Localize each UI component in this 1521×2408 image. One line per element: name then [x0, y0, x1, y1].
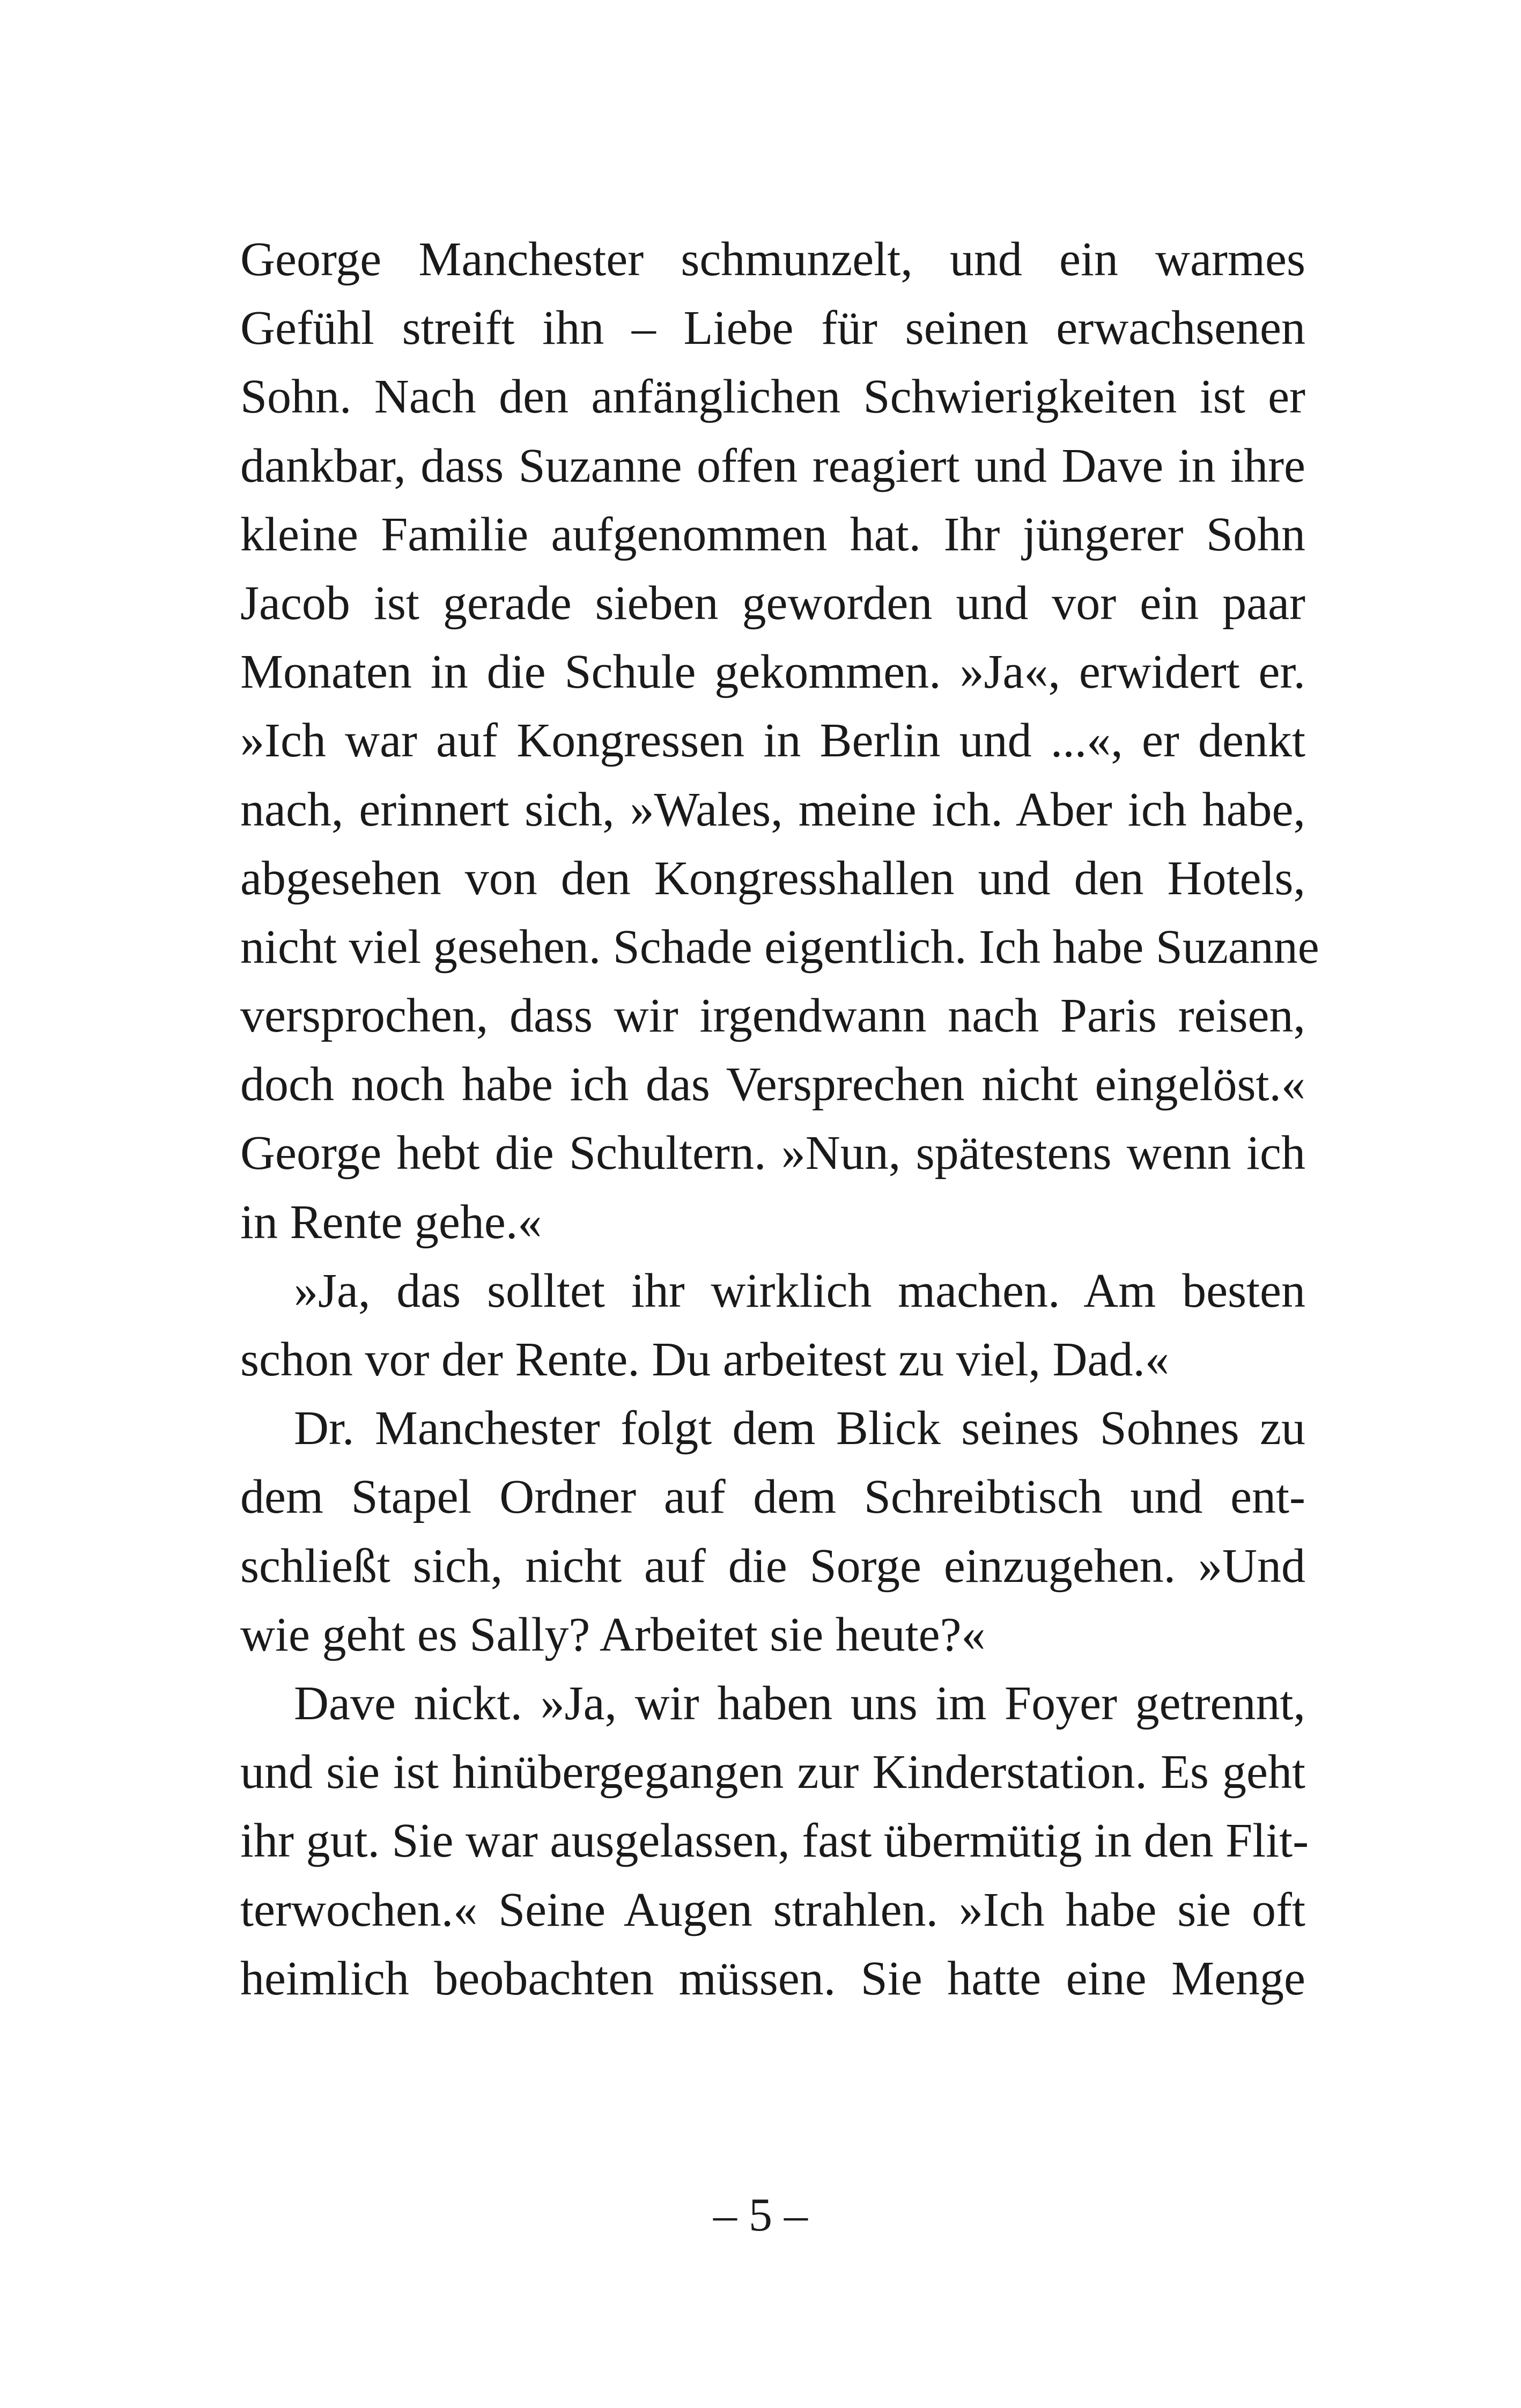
- text-line: ihr gut. Sie war ausgelassen, fast übermütig in den Flit-: [240, 1814, 1309, 1868]
- body-text: [240, 225, 1319, 2013]
- text-line: wie geht es Sally? Arbeitet sie heute?«: [240, 1608, 986, 1661]
- text-line: schon vor der Rente. Du arbeitest zu viel, Dad.«: [240, 1333, 1169, 1386]
- text-line: nach, erinnert sich, »Wales, meine ich. Aber ich habe,: [240, 783, 1305, 836]
- text-line: »Ich war auf Kongressen in Berlin und ...«, er denkt: [240, 714, 1305, 768]
- text-line: Dave nickt. »Ja, wir haben uns im Foyer getrennt,: [294, 1676, 1305, 1730]
- text-line: in Rente gehe.«: [240, 1195, 542, 1249]
- page-number: – 5 –: [713, 2189, 808, 2241]
- text-line: Sohn. Nach den anfänglichen Schwierigkeiten ist er: [240, 370, 1305, 424]
- text-line: dankbar, dass Suzanne offen reagiert und Dave in ihre: [240, 439, 1305, 492]
- text-line: »Ja, das solltet ihr wirklich machen. Am besten: [294, 1264, 1305, 1317]
- text-line: George hebt die Schultern. »Nun, spätestens wenn ich: [240, 1126, 1305, 1180]
- text-line: Jacob ist gerade sieben geworden und vor ein paar: [240, 576, 1305, 630]
- text-line: Gefühl streift ihn – Liebe für seinen erwachsenen: [240, 301, 1305, 355]
- text-line: Monaten in die Schule gekommen. »Ja«, erwidert er.: [240, 645, 1305, 699]
- text-line: dem Stapel Ordner auf dem Schreibtisch und ent-: [240, 1470, 1305, 1524]
- text-line: nicht viel gesehen. Schade eigentlich. Ich habe Suzanne: [240, 920, 1319, 974]
- text-line: und sie ist hinübergegangen zur Kinderstation. Es geht: [240, 1746, 1305, 1799]
- text-line: terwochen.« Seine Augen strahlen. »Ich habe sie oft: [240, 1883, 1305, 1936]
- text-line: George Manchester schmunzelt, und ein warmes: [240, 233, 1305, 286]
- text-line: abgesehen von den Kongresshallen und den Hotels,: [240, 851, 1305, 905]
- text-line: heimlich beobachten müssen. Sie hatte eine Menge: [240, 1952, 1305, 2005]
- text-line: schließt sich, nicht auf die Sorge einzugehen. »Und: [240, 1539, 1305, 1593]
- text-line: Dr. Manchester folgt dem Blick seines Sohnes zu: [294, 1402, 1305, 1455]
- text-line: doch noch habe ich das Versprechen nicht eingelöst.«: [240, 1058, 1305, 1111]
- text-line: versprochen, dass wir irgendwann nach Paris reisen,: [240, 989, 1305, 1043]
- text-line: kleine Familie aufgenommen hat. Ihr jüngerer Sohn: [240, 507, 1305, 561]
